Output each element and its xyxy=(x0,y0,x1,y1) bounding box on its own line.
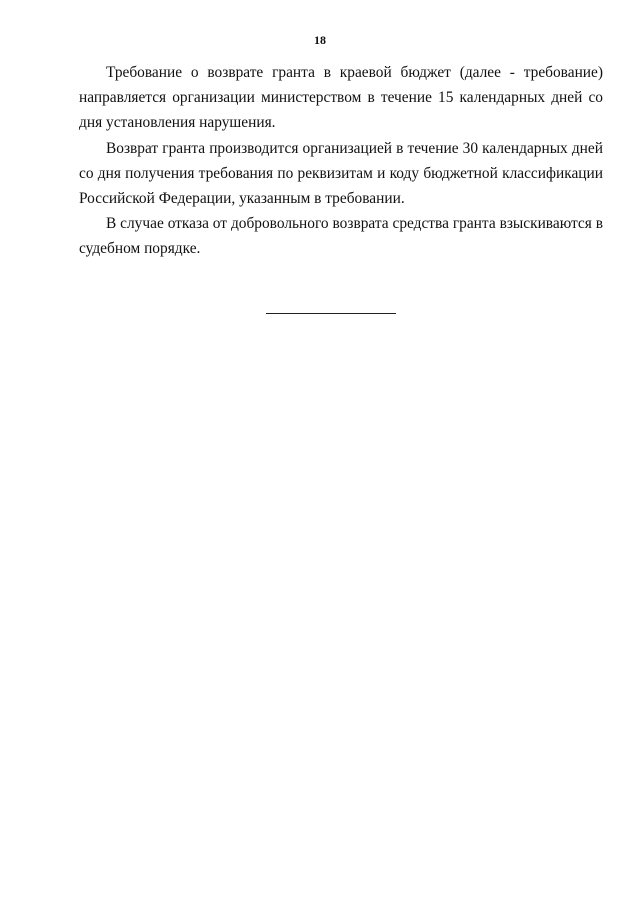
document-body xyxy=(79,60,603,262)
paragraph-grant-return-demand: Требование о возврате гранта в краевой бюджет (далее - требование) направляется организации министерством в течение 15 календарных дней со дня установления нарушения. xyxy=(79,64,603,132)
end-of-text-divider xyxy=(266,313,396,314)
paragraph-judicial-recovery: В случае отказа от добровольного возврата средства гранта взыскиваются в судебном порядке. xyxy=(79,215,603,258)
paragraph-grant-return-procedure: Возврат гранта производится организацией в течение 30 календарных дней со дня получения требования по реквизитам и коду бюджетной классификации Российской Федерации, указанным в требовании. xyxy=(79,139,603,208)
page-number: 18 xyxy=(314,33,326,47)
